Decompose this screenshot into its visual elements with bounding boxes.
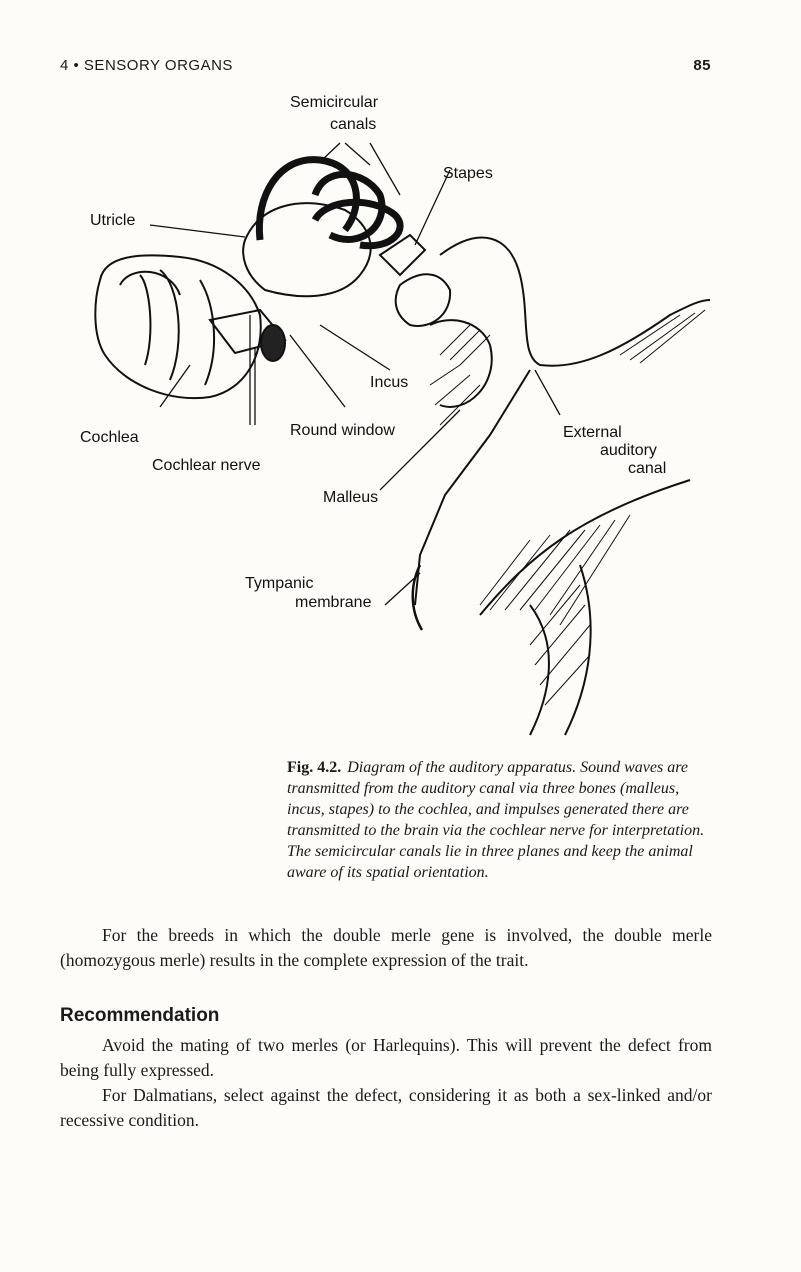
incus-shape: [396, 274, 450, 326]
label-utricle: Utricle: [90, 212, 136, 229]
figure-caption: [287, 757, 717, 883]
figure-number: Fig. 4.2.: [287, 759, 342, 776]
caption-text: Diagram of the auditory apparatus. Sound waves are transmitted from the auditory canal via three bones (malleus, incus, stapes) to the cochlea, and impulses generated there are transmitted to the brain via the cochlear nerve for interpretation. The semicircular canals lie in three planes and keep the animal aware of its spatial orientation.: [287, 759, 705, 881]
body-paragraph-2: Avoid the mating of two merles (or Harlequins). This will prevent the defect from being fully expressed.: [60, 1035, 712, 1080]
auditory-apparatus-diagram: [60, 85, 730, 755]
diagram-labels: [80, 94, 666, 611]
label-stapes: Stapes: [443, 165, 493, 182]
external-canal-lower: [480, 480, 690, 615]
middle-ear-wall: [440, 238, 710, 366]
body-paragraph-3: For Dalmatians, select against the defect, considering it as both a sex-linked and/or recessive condition.: [60, 1085, 712, 1130]
section-heading: Recommendation: [60, 1005, 220, 1026]
label-tympanic: Tympanic: [245, 575, 314, 592]
external-canal-upper: [415, 370, 530, 605]
cochlear-nerve-end: [261, 325, 285, 361]
label-incus: Incus: [370, 374, 409, 391]
label-malleus: Malleus: [323, 489, 379, 506]
label-cochlea: Cochlea: [80, 429, 139, 446]
label-semicircular: Semicircular: [290, 94, 379, 111]
bone-hatching: [430, 310, 705, 705]
label-external-2: auditory: [600, 442, 657, 459]
label-round-window: Round window: [290, 422, 395, 439]
label-membrane: membrane: [295, 594, 372, 611]
label-external-3: canal: [628, 460, 667, 477]
section-title: 4 • SENSORY ORGANS: [60, 57, 233, 74]
body-paragraph-1: For the breeds in which the double merle gene is involved, the double merle (homozygous merle) results in the complete expression of the trait.: [60, 925, 712, 970]
cochlea-coil: [120, 270, 214, 385]
label-canals: canals: [330, 116, 377, 133]
label-external-1: External: [563, 424, 622, 441]
running-header: [60, 57, 711, 79]
label-cochlear-nerve: Cochlear nerve: [152, 457, 261, 474]
page-number: 85: [693, 57, 711, 74]
